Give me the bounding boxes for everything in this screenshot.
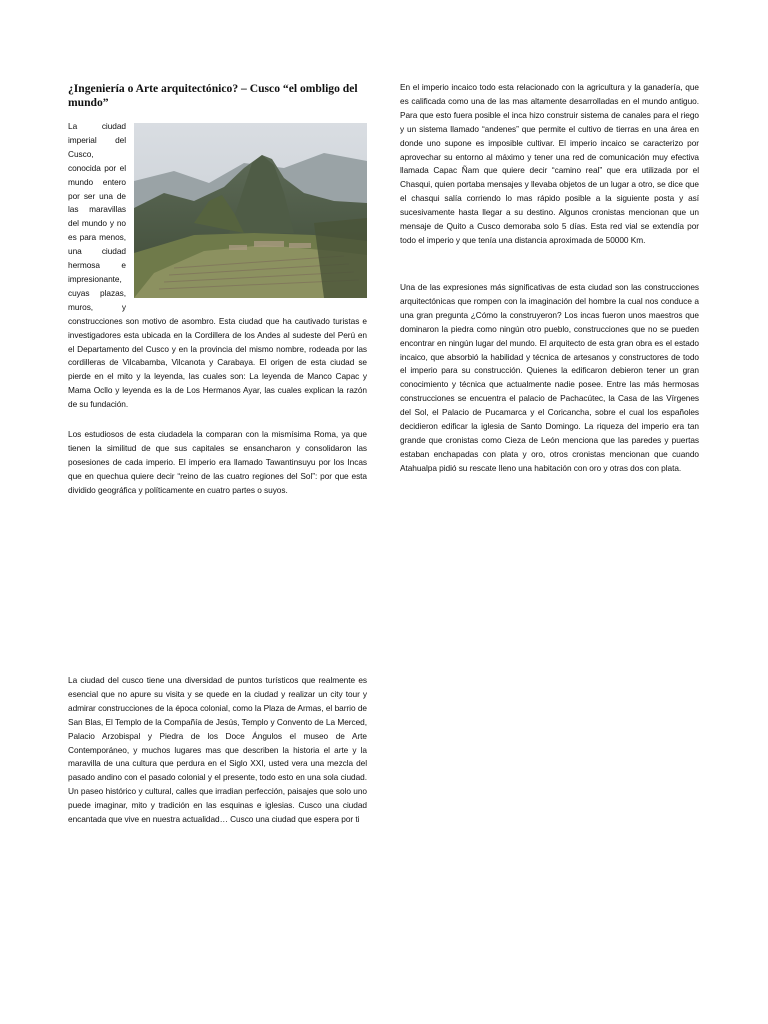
left-column-section-3 <box>68 674 367 827</box>
machu-picchu-photo <box>134 123 367 298</box>
right-column-section-1 <box>400 81 699 248</box>
paragraph-intro: La ciudad imperial del Cusco, conocida por el mundo entero por ser una de las maravillas del mundo y no es para menos, una ciudad hermosa e impresionante, cuyas plazas, muros, y construcciones son motivo de asombro. Esta ciudad que ha cautivado turistas e investigadores esta ubicada en la Cordillera de los Andes al sudeste del Perú en el Departamento del Cusco y en la provincia del mismo nombre, rodeada por las cordilleras de Vilcabamba, Vilcanota y Carabaya. El origen de esta ciudad se pierde en el mito y la leyenda, las cuales son: La leyenda de Manco Capac y Mama Ocllo y leyenda es la de Los Hermanos Ayar, las cuales explican la razón de su fundación. <box>68 121 367 410</box>
article-title: ¿Ingeniería o Arte arquitectónico? – Cusco “el ombligo del mundo” <box>68 82 358 109</box>
paragraph-turismo: La ciudad del cusco tiene una diversidad de puntos turísticos que realmente es esencial que no apure su visita y se quede en la ciudad y realizar un city tour y admirar construcciones de la época colonial, como la Plaza de Armas, el barrio de San Blas, El Templo de la Compañía de Jesús, Templo y Convento de La Merced, Palacio Arzobispal y Piedra de los Doce Ángulos el museo de Arte Contemporáneo, y muchos lugares mas que describen la historia el arte y la maravilla de una cultura que perdura en el Siglo XXI, usted vera una mezcla del pasado andino con el pasado colonial y el presente, todo esto en una sola ciudad. Un paseo histórico y cultural, calles que irradian perfección, paisajes que solo uno puede imaginar, mito y tradición en las esquinas e iglesias. Cusco una ciudad encantada que vive en nuestra actualidad… Cusco una ciudad que espera por ti <box>68 675 367 825</box>
paragraph-roma: Los estudiosos de esta ciudadela la comparan con la mismísima Roma, ya que tienen la similitud de que sus capitales se ensancharon y consolidaron las posesiones de cada imperio. El imperio era llamado Tawantinsuyu por los Incas que en quechua quiere decir “reino de las cuatro regiones del Sol”: por que esta dividido geográfica y políticamente en cuatro partes o suyos. <box>68 429 367 495</box>
left-column-section-2 <box>68 428 367 498</box>
paragraph-agricultura: En el imperio incaico todo esta relacionado con la agricultura y la ganadería, que es calificada como una de las mas altamente desarrolladas en el mundo antiguo. Para que esto fuera posible el inca hizo construir sistema de canales para el riego y un sistema llamado “andenes” que permite el cultivo de tierras en una área en donde uno supone es imposible cultivar. El imperio incaico se caracterizo por aprovechar su entorno al máximo y tener una red de comunicación muy efectiva llamada Capac Ñam que quiere decir “camino real” que era utilizada por el Chasqui, quien portaba mensajes y llevaba objetos de un lugar a otro, se dice que el chasqui salía corriendo lo mas rápido posible a la siguiente posta y así sucesivamente hasta llegar a su destino. Algunos cronistas mencionan que un mensaje de Quito a Cusco demoraba solo 5 días. Esta red vial se extendía por todo el imperio y que tenía una distancia aproximada de 50000 Km. <box>400 82 699 245</box>
intro-section <box>68 120 367 412</box>
paragraph-arquitectura: Una de las expresiones más significativas de esta ciudad son las construcciones arquitectónicas que rompen con la imaginación del hombre la cual nos conduce a una gran pregunta ¿Cómo la construyeron? Los incas fueron unos maestros que dominaron la piedra como ningún otro pueblo, construcciones que no se pueden encontrar en ningún lugar del mundo. El arquitecto de esta gran obra es el estado incaico, que absorbió la habilidad y técnica de artesanos y constructores de todo el imperio para su construcción. Quienes la edificaron debieron tener un gran conocimiento y técnica que actualmente nadie posee. Entre las más hermosas construcciones se encuentra el palacio de Pachacútec, la Casa de las Vírgenes del Sol, el Palacio de Pucamarca y el Coricancha, sobre el cual los españoles decidieron edificar la iglesia de Santo Domingo. La riqueza del imperio era tan grande que cronistas como Cieza de León menciona que las paredes y puertas estaban enchapadas con plata y oro, otros cronistas mencionan que cuando Atahualpa pidió su rescate lleno una habitación con oro y otras dos con plata. <box>400 282 699 473</box>
right-column-section-2 <box>400 281 699 476</box>
